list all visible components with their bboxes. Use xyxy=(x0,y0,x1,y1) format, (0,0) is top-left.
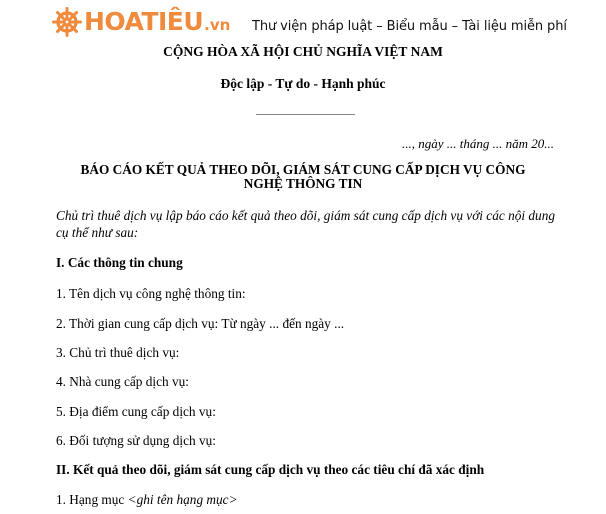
logo-domain: .vn xyxy=(204,16,231,34)
motto-heading: Độc lập - Tự do - Hạnh phúc xyxy=(220,76,386,91)
list-item: 2. Thời gian cung cấp dịch vụ: Từ ngày ... đến ngày ... xyxy=(56,316,345,331)
dateline: ..., ngày ... tháng ... năm 20... xyxy=(401,136,554,151)
site-logo[interactable] xyxy=(52,6,230,38)
list-item xyxy=(56,492,238,508)
document-title: BÁO CÁO KẾT QUẢ THEO DÕI, GIÁM SÁT CUNG CẤP DỊCH VỤ CÔNG NGHỆ THÔNG TIN xyxy=(80,162,526,191)
site-header xyxy=(0,0,606,40)
intro-paragraph: Chủ trì thuê dịch vụ lập báo cáo kết quả theo dõi, giám sát cung cấp dịch vụ với các nội dung cụ thể như sau: xyxy=(56,208,555,240)
item-label: 1. Hạng mục xyxy=(56,492,128,507)
logo-wordmark: HOATIÊU xyxy=(84,7,204,36)
section-1-heading: I. Các thông tin chung xyxy=(56,255,183,270)
site-tagline: Thư viện pháp luật – Biểu mẫu – Tài liệu miễn phí xyxy=(252,19,567,34)
list-item: 5. Địa điểm cung cấp dịch vụ: xyxy=(56,404,216,419)
list-item: 3. Chủ trì thuê dịch vụ: xyxy=(56,345,180,360)
section-2-heading: II. Kết quả theo dõi, giám sát cung cấp dịch vụ theo các tiêu chí đã xác định xyxy=(56,462,485,477)
list-item: 4. Nhà cung cấp dịch vụ: xyxy=(56,374,189,389)
item-placeholder: <ghi tên hạng mục> xyxy=(127,492,238,507)
ship-wheel-icon xyxy=(52,7,82,37)
list-item: 6. Đối tượng sử dụng dịch vụ: xyxy=(56,433,216,448)
nation-heading: CỘNG HÒA XÃ HỘI CHỦ NGHĨA VIỆT NAM xyxy=(163,44,443,59)
motto-underline xyxy=(256,114,355,115)
list-item: 1. Tên dịch vụ công nghệ thông tin: xyxy=(56,286,246,301)
